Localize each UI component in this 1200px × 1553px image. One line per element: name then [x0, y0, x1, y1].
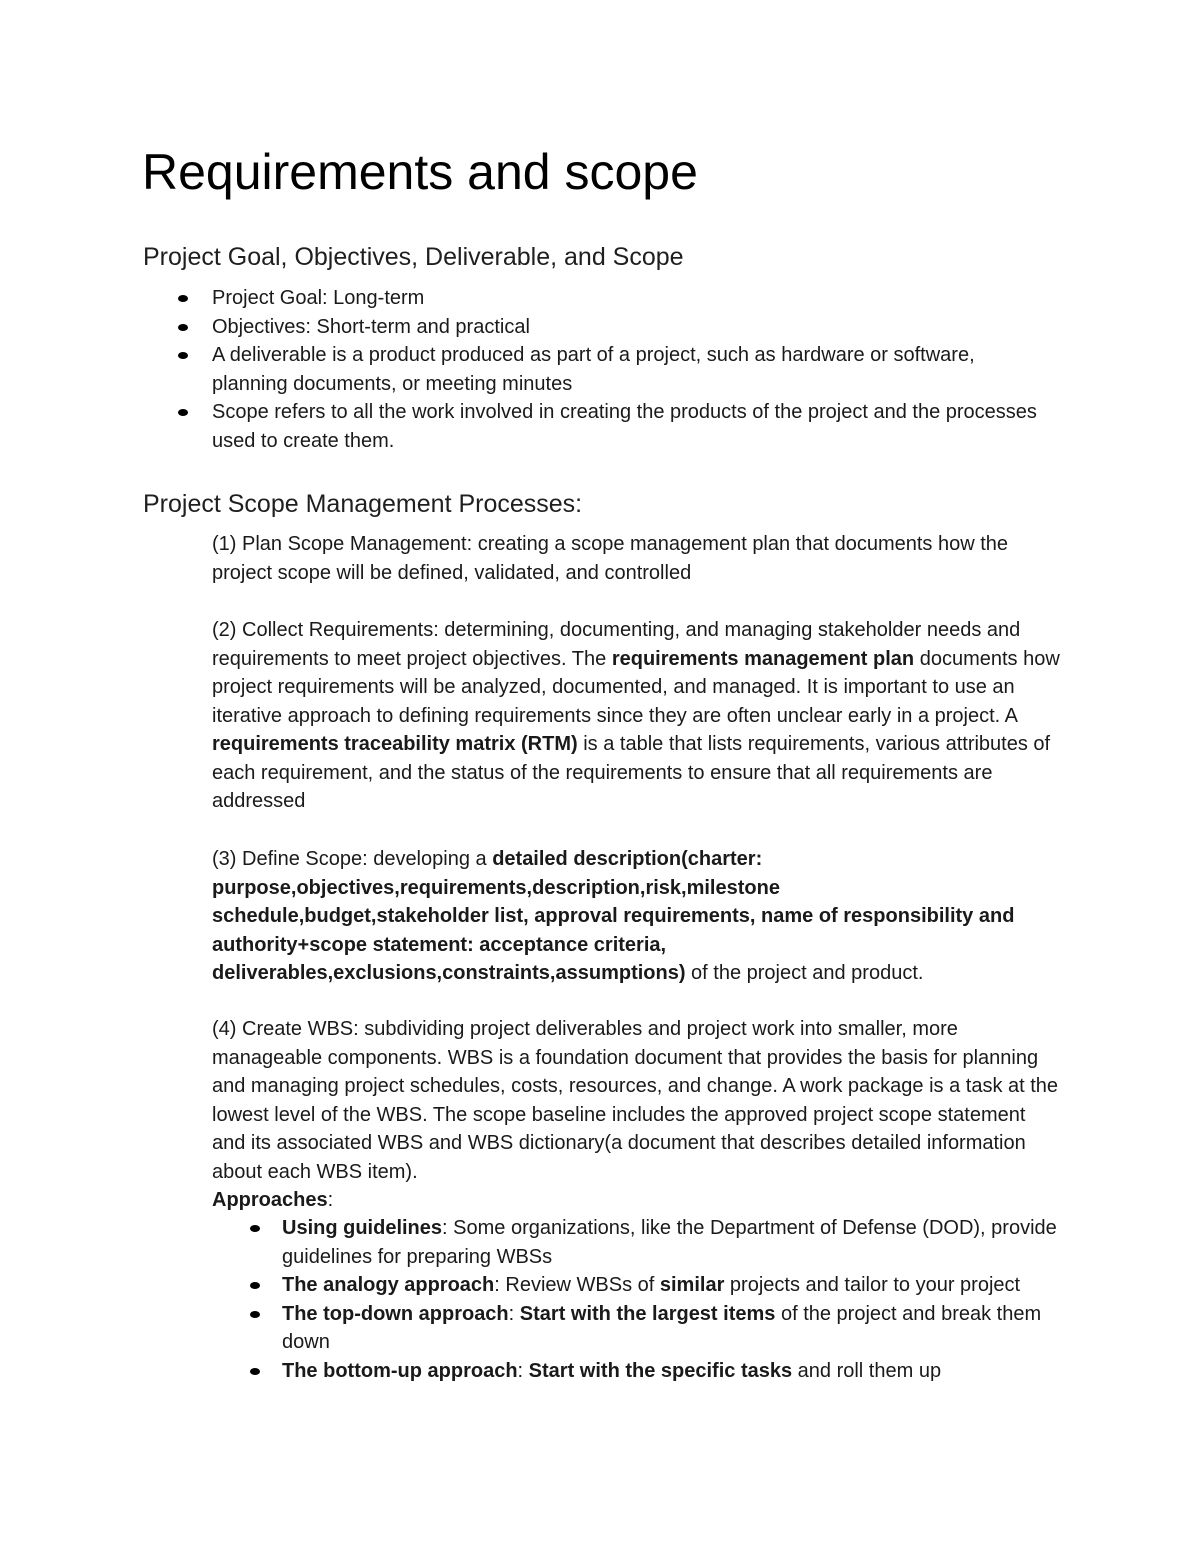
- list-item: Using guidelines: Some organizations, like the Department of Defense (DOD), provide guidelines for preparing WBSs: [212, 1214, 1062, 1271]
- section-heading-goals: Project Goal, Objectives, Deliverable, and Scope: [143, 243, 684, 271]
- bullet-icon: [250, 1282, 260, 1289]
- term-requirements-management-plan: requirements management plan: [611, 647, 915, 670]
- approaches-label: Approaches:: [212, 1189, 334, 1211]
- process-create-wbs: (4) Create WBS: subdividing project deliverables and project work into smaller, more manageable components. WBS is a foundation document that provides the basis for planning and managing project schedules, costs, resources, and change. A work package is a task at the lowest level of the WBS. The scope baseline includes the approved project scope statement and its associated WBS and WBS dictionary(a document that describes detailed information about each WBS item).: [212, 1018, 1059, 1183]
- approaches-bullet-list: [212, 1214, 1062, 1385]
- process-plan-scope: (1) Plan Scope Management: creating a scope management plan that documents how the project scope will be defined, validated, and controlled: [212, 533, 1009, 584]
- bullet-icon: [250, 1311, 260, 1318]
- process-define-scope: (3) Define Scope: developing a detailed description(charter: purpose,objectives,requirements,description,risk,milestone schedule,budget,stakeholder list, approval requirements, name of responsibility and authority+scope statement: acceptance criteria, deliverables,exclusions,constraints,assumptions) of the project and product.: [212, 848, 1015, 984]
- term-rtm: requirements traceability matrix (RTM): [212, 733, 578, 755]
- bullet-icon: [178, 295, 188, 302]
- bullet-icon: [250, 1225, 260, 1232]
- term-detailed-description: detailed description(charter: purpose,objectives,requirements,description,risk,milestone schedule,budget,stakeholder list, approval requirements, name of responsibility and authority+scope statement: acceptance criteria, deliverables,exclusions,constraints,assumptions): [212, 848, 1015, 984]
- page-title: Requirements and scope: [142, 144, 698, 200]
- list-item: Scope refers to all the work involved in creating the products of the project and the processes used to create them.: [144, 398, 1044, 455]
- list-item: The analogy approach: Review WBSs of similar projects and tailor to your project: [212, 1271, 1062, 1300]
- list-item: Project Goal: Long-term: [144, 284, 1044, 313]
- section-heading-processes: Project Scope Management Processes:: [143, 490, 583, 518]
- bullet-icon: [250, 1368, 260, 1375]
- bullet-icon: [178, 409, 188, 416]
- bullet-icon: [178, 352, 188, 359]
- process-collect-requirements: (2) Collect Requirements: determining, documenting, and managing stakeholder needs and requirements to meet project objectives. The requirements management plan documents how project requirements will be analyzed, documented, and managed. It is important to use an iterative approach to defining requirements since they are often unclear early in a project. A requirements traceability matrix (RTM) is a table that lists requirements, various attributes of each requirement, and the status of the requirements to ensure that all requirements are addressed: [212, 619, 1060, 812]
- goals-bullet-list: [144, 284, 1044, 455]
- list-item: The top-down approach: Start with the largest items of the project and break them down: [212, 1300, 1062, 1357]
- list-item: The bottom-up approach: Start with the specific tasks and roll them up: [212, 1357, 1062, 1386]
- bullet-icon: [178, 324, 188, 331]
- list-item: Objectives: Short-term and practical: [144, 313, 1044, 342]
- list-item: A deliverable is a product produced as part of a project, such as hardware or software, planning documents, or meeting minutes: [144, 341, 1044, 398]
